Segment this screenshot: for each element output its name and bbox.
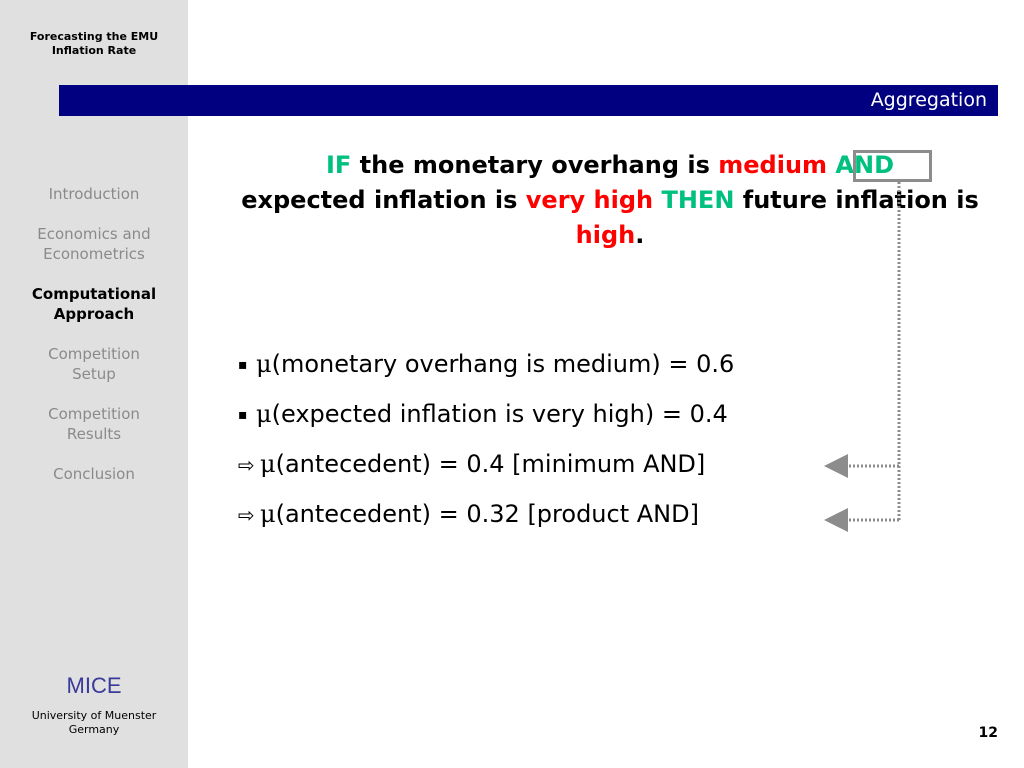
deck-title-line1: Forecasting the EMU: [29, 30, 159, 43]
mu-symbol: μ: [256, 400, 272, 428]
list-item-text: (expected inflation is very high) = 0.4: [271, 400, 728, 428]
right-arrow-icon: ⇨: [238, 503, 255, 527]
nav-item-label: Computational: [31, 285, 157, 303]
list-item-text: (antecedent) = 0.32 [product AND]: [275, 500, 699, 528]
nav-item-label: Setup: [72, 365, 116, 383]
university-line1: University of Muenster: [31, 709, 157, 722]
nav-item-label: Competition: [48, 345, 140, 363]
rule-period: .: [635, 221, 645, 249]
mu-symbol: μ: [260, 500, 276, 528]
nav-item-label: Conclusion: [53, 465, 135, 483]
deck-title-line2: Inflation Rate: [51, 44, 137, 57]
nav-item-label: Approach: [53, 305, 135, 323]
list-item-text: (monetary overhang is medium) = 0.6: [271, 350, 735, 378]
nav-item-label: Competition: [48, 405, 140, 423]
list-item-text: (antecedent) = 0.4 [minimum AND]: [275, 450, 706, 478]
rule-then-keyword: THEN: [661, 186, 735, 214]
rule-if-keyword: IF: [325, 151, 352, 179]
nav-item-label: Results: [66, 425, 122, 443]
university-line2: Germany: [68, 723, 120, 736]
nav-item-label: Economics and: [37, 225, 151, 243]
rule-high-1: high: [593, 186, 654, 214]
section-title: Aggregation: [870, 89, 987, 111]
right-arrow-icon: ⇨: [238, 453, 255, 477]
brand-logo: MICE: [66, 673, 122, 698]
rule-and-keyword: AND: [835, 151, 894, 179]
rule-text-1: the monetary overhang is: [359, 151, 710, 179]
rule-medium: medium: [718, 151, 828, 179]
rule-very: very: [525, 186, 586, 214]
bullet-marker: ▪: [238, 407, 248, 423]
bullet-marker: ▪: [238, 357, 248, 373]
nav-item-label: Introduction: [48, 185, 140, 203]
rule-high-2: high: [575, 221, 636, 249]
mu-symbol: μ: [256, 350, 272, 378]
rule-text-2: expected inflation is: [241, 186, 518, 214]
rule-text-3: future inflation is: [742, 186, 979, 214]
nav-item-label: Econometrics: [43, 245, 145, 263]
mu-symbol: μ: [260, 450, 276, 478]
slide-number: 12: [978, 725, 998, 741]
